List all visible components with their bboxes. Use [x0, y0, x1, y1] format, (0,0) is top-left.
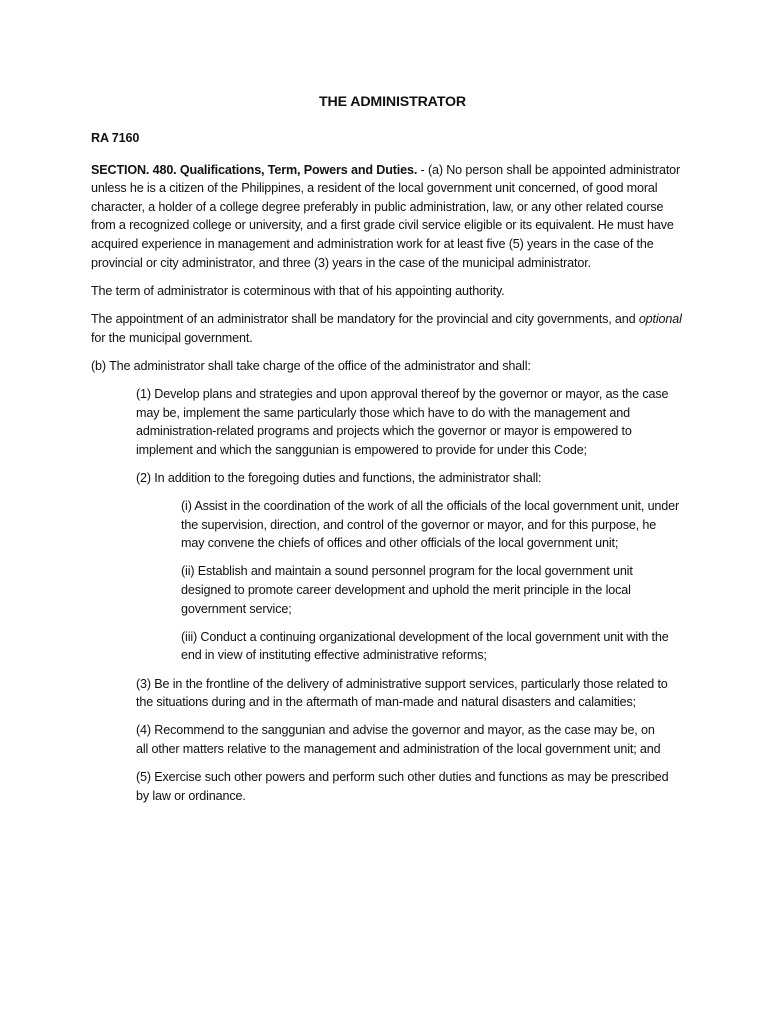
- item-2: (2) In addition to the foregoing duties and functions, the administrator shall:: [136, 470, 542, 485]
- item-5: (5) Exercise such other powers and perform such other duties and functions as may be prescribed by law or ordinance.: [136, 770, 669, 803]
- item-2-iii: (iii) Conduct a continuing organizational development of the local government unit with the end in view of instituting effective administrative reforms;: [181, 629, 669, 663]
- item-2-i: (i) Assist in the coordination of the work of all the officials of the local government unit, under the supervision, direction, and control of the governor or mayor, and for this purpose, he may convene the chiefs of offices and other officials of the local government unit;: [181, 499, 680, 551]
- item-2-ii: (ii) Establish and maintain a sound personnel program for the local government unit designed to promote career development and uphold the merit principle in the local government service;: [181, 564, 633, 616]
- appointment-paragraph: [91, 310, 688, 347]
- term-paragraph: The term of administrator is coterminous with that of his appointing authority.: [91, 283, 505, 298]
- appointment-emphasis: optional: [638, 311, 682, 326]
- item-3: (3) Be in the frontline of the delivery of administrative support services, particularly those related to the situations during and in the aftermath of man-made and natural disasters and calamities;: [136, 676, 668, 710]
- appointment-text-b: for the municipal government.: [91, 330, 253, 345]
- b-intro-paragraph: (b) The administrator shall take charge of the office of the administrator and shall:: [91, 358, 531, 373]
- item-1: (1) Develop plans and strategies and upon approval thereof by the governor or mayor, as the case may be, implement the same particularly those which have to do with the management and administration-related programs and projects which the governor or mayor is empowered to implement and which the sanggunian is empowered to provide for under this Code;: [136, 386, 669, 457]
- section-text: - (a) No person shall be appointed administrator unless he is a citizen of the Philippines, a resident of the local government unit concerned, of good moral character, a holder of a college degree preferably in public administration, law, or any other related course from a recognized college or university, and a first grade civil service eligible or its equivalent. He must have acquired experience in management and administration work for at least five (5) years in the case of the provincial or city administrator, and three (3) years in the case of the municipal administrator.: [91, 162, 681, 270]
- item-4: (4) Recommend to the sanggunian and advise the governor and mayor, as the case may be, on all other matters relative to the management and administration of the local government unit; and: [136, 723, 661, 756]
- section-480-paragraph: [91, 161, 688, 273]
- section-heading: SECTION. 480. Qualifications, Term, Powers and Duties.: [91, 162, 418, 177]
- law-reference: RA 7160: [91, 131, 140, 145]
- appointment-text-a: The appointment of an administrator shall be mandatory for the provincial and city governments, and: [91, 311, 639, 326]
- document-title: THE ADMINISTRATOR: [319, 94, 466, 110]
